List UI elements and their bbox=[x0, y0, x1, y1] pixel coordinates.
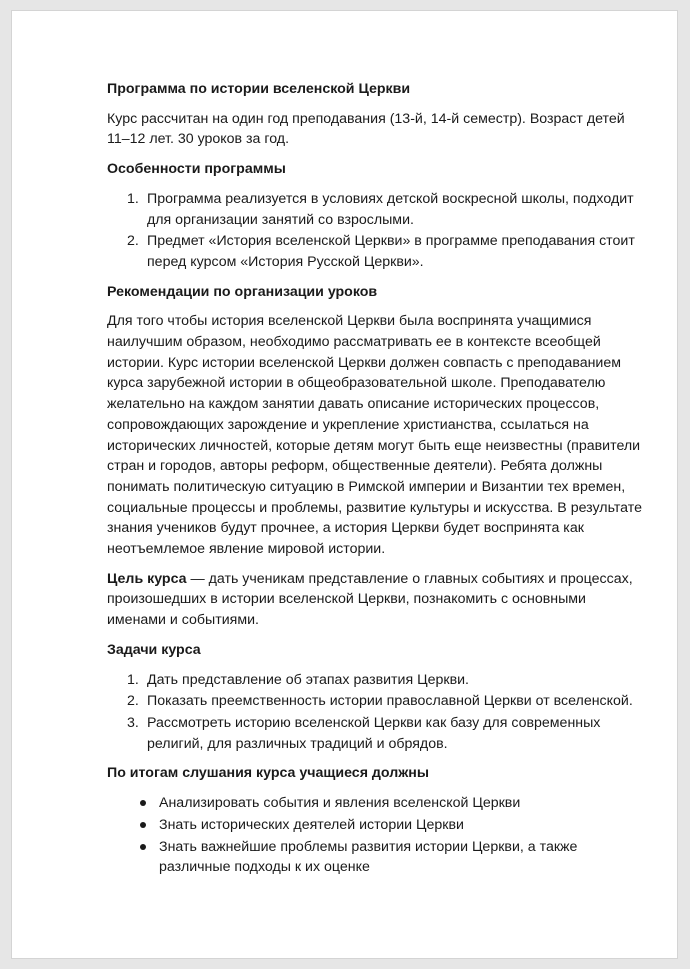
tasks-heading: Задачи курса bbox=[107, 641, 201, 658]
list-item bbox=[107, 670, 642, 691]
list-item bbox=[107, 691, 642, 712]
bullet-icon bbox=[140, 800, 146, 806]
bullet-icon bbox=[140, 844, 146, 850]
outcomes-heading: По итогам слушания курса учащиеся должны bbox=[107, 765, 429, 782]
list-item bbox=[107, 231, 642, 272]
goal-text: — дать ученикам представление о главных событиях и процессах, произошедших в истории вселенской Церкви, познакомить с основными именами и событиями. bbox=[107, 570, 633, 629]
list-item-text: Рассмотреть историю вселенской Церкви как базу для современных религий, для различных традиций и обрядов. bbox=[147, 714, 601, 752]
list-item bbox=[107, 837, 642, 878]
list-item-text: Знать важнейшие проблемы развития истории Церкви, а также различные подходы к их оценке bbox=[159, 838, 578, 876]
bullet-icon bbox=[140, 822, 146, 828]
features-heading: Особенности программы bbox=[107, 161, 286, 178]
goal-label: Цель курса bbox=[107, 570, 187, 587]
list-number: 1. bbox=[127, 671, 139, 688]
list-item-text: Программа реализуется в условиях детской воскресной школы, подходит для организации занятий со взрослыми. bbox=[147, 190, 634, 228]
list-item-text: Показать преемственность истории православной Церкви от вселенской. bbox=[147, 693, 633, 710]
document-title: Программа по истории вселенской Церкви bbox=[107, 81, 411, 97]
list-item-text: Знать исторических деятелей истории Церкви bbox=[159, 816, 464, 833]
list-number: 1. bbox=[127, 190, 139, 207]
list-item-text: Анализировать события и явления вселенской Церкви bbox=[159, 795, 521, 812]
list-item bbox=[107, 189, 642, 230]
list-number: 3. bbox=[127, 714, 139, 731]
list-item-text: Предмет «История вселенской Церкви» в программе преподавания стоит перед курсом «История Русской Церкви». bbox=[147, 233, 635, 270]
list-item bbox=[107, 815, 642, 836]
document-page bbox=[11, 10, 678, 959]
features-list bbox=[107, 189, 642, 273]
goal-paragraph bbox=[107, 569, 642, 631]
document-content bbox=[107, 79, 642, 887]
recommendations-paragraph: Для того чтобы история вселенской Церкви была воспринята учащимися наилучшим образом, необходимо рассматривать ее в контексте всеобщей истории. Курс истории вселенской Церкви должен совпасть с преподаванием курса зарубежной истории в общеобразовательной школе. Преподавателю желательно на каждом занятии давать описание исторических процессов, сопровождающих зарождение и укрепление христианства, ссылаться на исторических личностей, которые детям могут быть еще неизвестны (правители стран и городов, авторы реформ, общественные деятели). Ребята должны понимать политическую ситуацию в Римской империи и Византии тех времен, социальные процессы и проблемы, развитие культуры и искусства. В результате знания учеников будут прочнее, а история Церкви будет воспринята как неотъемлемое явление мировой истории. bbox=[107, 313, 642, 558]
recommendations-heading: Рекомендации по организации уроков bbox=[107, 283, 378, 300]
list-item bbox=[107, 793, 642, 814]
outcomes-list bbox=[107, 793, 642, 878]
tasks-list bbox=[107, 670, 642, 755]
list-item bbox=[107, 713, 642, 754]
list-number: 2. bbox=[127, 233, 139, 250]
intro-paragraph: Курс рассчитан на один год преподавания (13-й, 14-й семестр). Возраст детей 11–12 лет. 30 уроков за год. bbox=[107, 110, 625, 148]
list-number: 2. bbox=[127, 693, 139, 710]
list-item-text: Дать представление об этапах развития Церкви. bbox=[147, 671, 469, 688]
